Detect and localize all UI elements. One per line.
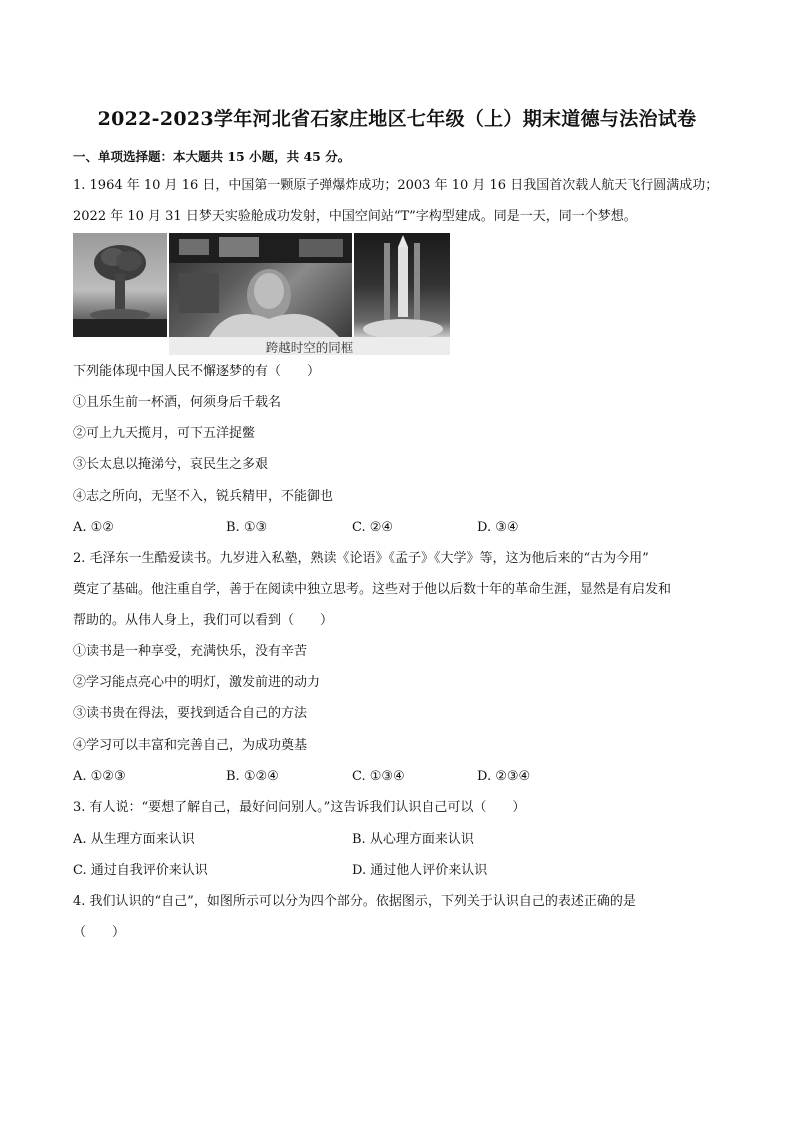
q2-option-a[interactable]: A. ①②③ (73, 769, 126, 784)
q1-option-b[interactable]: B. ①③ (226, 520, 268, 535)
q2-option-d[interactable]: D. ②③④ (477, 769, 531, 784)
q1-text-line: 1. 1964 年 10 月 16 日，中国第一颗原子弹爆炸成功；2003 年 10 月 16 日我国首次载人航天飞行圆满成功； (73, 178, 719, 193)
q1-option-d[interactable]: D. ③④ (477, 520, 519, 535)
q3-option-b[interactable]: B. 从心理方面来认识 (352, 832, 474, 847)
q2-option-c[interactable]: C. ①③④ (352, 769, 405, 784)
q1-item: ④志之所向，无坚不入，锐兵精甲，不能御也 (73, 489, 334, 504)
q3-option-c[interactable]: C. 通过自我评价来认识 (73, 863, 208, 878)
rocket-launch-photo (354, 233, 450, 337)
q2-item: ④学习可以丰富和完善自己，为成功奠基 (73, 738, 308, 753)
astronaut-photo (169, 233, 352, 337)
image-caption: 跨越时空的同框 (265, 340, 354, 355)
section-heading: 一、单项选择题：本大题共 15 小题，共 45 分。 (73, 149, 351, 164)
q2-item: ②学习能点亮心中的明灯，激发前进的动力 (73, 675, 321, 690)
page-title: 2022-2023学年河北省石家庄地区七年级（上）期末道德与法治试卷 (97, 108, 697, 130)
q3-stem: 3. 有人说：“要想了解自己，最好问问别人。”这告诉我们认识自己可以（ ） (73, 800, 526, 815)
q2-item: ③读书贵在得法，要找到适合自己的方法 (73, 706, 308, 721)
q3-option-d[interactable]: D. 通过他人评价来认识 (352, 863, 488, 878)
q2-text-line: 2. 毛泽东一生酷爱读书。九岁进入私塾，熟读《论语》《孟子》《大学》等，这为他后来的“古为今用” (73, 551, 649, 566)
q1-text-line: 2022 年 10 月 31 日梦天实验舱成功发射，中国空间站“T”字构型建成。同是一天，同一个梦想。 (73, 209, 637, 224)
q1-stem: 下列能体现中国人民不懈逐梦的有（ ） (73, 364, 321, 379)
q4-text-line: （ ） (73, 925, 126, 940)
q1-option-c[interactable]: C. ②④ (352, 520, 394, 535)
q2-option-b[interactable]: B. ①②④ (226, 769, 279, 784)
q1-option-a[interactable]: A. ①② (73, 520, 114, 535)
q1-item: ①且乐生前一杯酒，何须身后千载名 (73, 395, 282, 410)
q4-text-line: 4. 我们认识的“自己”，如图所示可以分为四个部分。依据图示，下列关于认识自己的表述正确的是 (73, 894, 636, 909)
q1-item: ②可上九天揽月，可下五洋捉鳖 (73, 426, 256, 441)
q3-option-a[interactable]: A. 从生理方面来认识 (73, 832, 195, 847)
atomic-bomb-photo (73, 233, 167, 337)
q2-text-line: 奠定了基础。他注重自学，善于在阅读中独立思考。这些对于他以后数十年的革命生涯，显然是有启发和 (73, 582, 672, 597)
q1-image-collage (73, 233, 450, 355)
q2-text-line: 帮助的。从伟人身上，我们可以看到（ ） (73, 613, 334, 628)
q2-item: ①读书是一种享受，充满快乐，没有辛苦 (73, 644, 308, 659)
q1-item: ③长太息以掩涕兮，哀民生之多艰 (73, 457, 269, 472)
